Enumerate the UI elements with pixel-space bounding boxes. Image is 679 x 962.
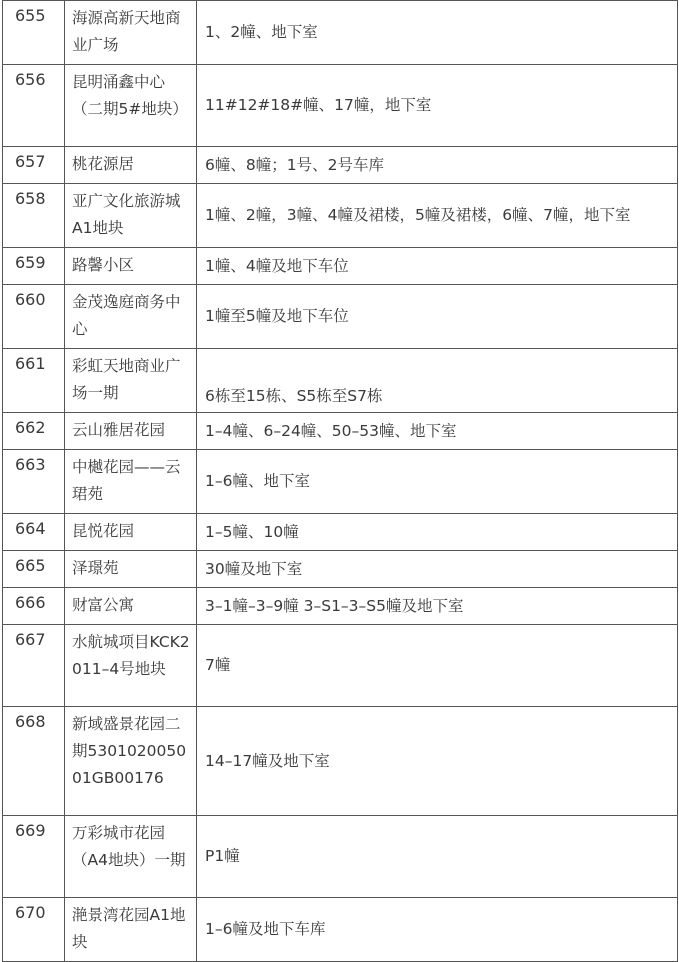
project-name: 昆悦花园	[65, 514, 197, 551]
project-name: 新域盛景花园二期530102005001GB00176	[65, 707, 197, 816]
table-row	[3, 248, 678, 285]
table-row	[3, 514, 678, 551]
row-number: 667	[3, 625, 65, 707]
building-range: 3–1幢–3–9幢 3–S1–3–S5幢及地下室	[197, 588, 678, 625]
project-name: 财富公寓	[65, 588, 197, 625]
project-name: 昆明涌鑫中心（二期5#地块）	[65, 65, 197, 147]
table-row	[3, 285, 678, 349]
row-number: 657	[3, 147, 65, 184]
building-list-table	[2, 0, 678, 962]
table-row	[3, 65, 678, 147]
building-range: 7幢	[197, 625, 678, 707]
building-range: 30幢及地下室	[197, 551, 678, 588]
project-name: 金茂逸庭商务中心	[65, 285, 197, 349]
project-name: 海源高新天地商业广场	[65, 1, 197, 65]
table-row	[3, 707, 678, 816]
project-name: 彩虹天地商业广场一期	[65, 349, 197, 413]
project-name: 泽璟苑	[65, 551, 197, 588]
table-row	[3, 413, 678, 450]
table-row	[3, 349, 678, 413]
row-number: 670	[3, 898, 65, 962]
building-range: 1–6幢及地下车库	[197, 898, 678, 962]
table-row	[3, 1, 678, 65]
row-number: 659	[3, 248, 65, 285]
row-number: 661	[3, 349, 65, 413]
project-name: 亚广文化旅游城A1地块	[65, 184, 197, 248]
table-row	[3, 816, 678, 898]
table-row	[3, 898, 678, 962]
row-number: 664	[3, 514, 65, 551]
row-number: 668	[3, 707, 65, 816]
row-number: 663	[3, 450, 65, 514]
table-row	[3, 184, 678, 248]
building-range: 1–6幢、地下室	[197, 450, 678, 514]
building-range: 1、2幢、地下室	[197, 1, 678, 65]
row-number: 660	[3, 285, 65, 349]
row-number: 655	[3, 1, 65, 65]
table-row	[3, 450, 678, 514]
project-name: 桃花源居	[65, 147, 197, 184]
building-range: 1幢、2幢，3幢、4幢及裙楼，5幢及裙楼，6幢、7幢，地下室	[197, 184, 678, 248]
table-row	[3, 147, 678, 184]
project-name: 中樾花园——云珺苑	[65, 450, 197, 514]
building-range: 1幢、4幢及地下车位	[197, 248, 678, 285]
building-range: 1幢至5幢及地下车位	[197, 285, 678, 349]
row-number: 666	[3, 588, 65, 625]
row-number: 658	[3, 184, 65, 248]
table-row	[3, 551, 678, 588]
row-number: 665	[3, 551, 65, 588]
building-range: 1–4幢、6–24幢、50–53幢、地下室	[197, 413, 678, 450]
row-number: 662	[3, 413, 65, 450]
project-name: 万彩城市花园（A4地块）一期	[65, 816, 197, 898]
row-number: 669	[3, 816, 65, 898]
building-range: P1幢	[197, 816, 678, 898]
project-name: 云山雅居花园	[65, 413, 197, 450]
row-number: 656	[3, 65, 65, 147]
building-range: 6栋至15栋、S5栋至S7栋	[197, 349, 678, 413]
project-name: 滟景湾花园A1地块	[65, 898, 197, 962]
project-name: 路馨小区	[65, 248, 197, 285]
building-range: 1–5幢、10幢	[197, 514, 678, 551]
table-row	[3, 625, 678, 707]
table-row	[3, 588, 678, 625]
project-name: 水航城项目KCK2011–4号地块	[65, 625, 197, 707]
building-range: 6幢、8幢；1号、2号车库	[197, 147, 678, 184]
building-range: 14–17幢及地下室	[197, 707, 678, 816]
building-range: 11#12#18#幢、17幢，地下室	[197, 65, 678, 147]
